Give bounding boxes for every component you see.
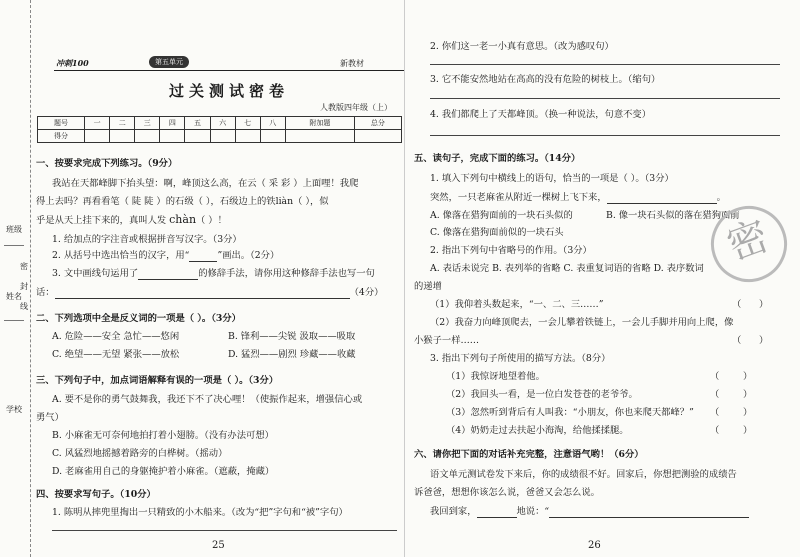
score-input-cell[interactable] <box>185 130 210 143</box>
section-3-title: 三、下列句子中，加点词语解释有误的一项是（ ）。（3分） <box>36 375 279 386</box>
section-6-title: 六、请你把下面的对话补充完整，注意语气哟！（6分） <box>414 449 644 460</box>
binding-label-name: 姓名 <box>6 292 22 301</box>
s4-q4-answer-line[interactable] <box>430 135 780 136</box>
s5-q2-item2: （2）我奋力向峰顶爬去，一会儿攀着铁链上，一会儿手脚并用向上爬，像 <box>430 317 734 328</box>
s6-prompt-line2: 诉爸爸，想想你该怎么说，爸爸又会怎么说。 <box>414 487 600 498</box>
s6-manner-blank[interactable] <box>477 517 517 518</box>
s3-option-a[interactable]: A. 要不是你的勇气鼓舞我，我还下不了决心哩！（使振作起来，增强信心或 <box>52 394 363 405</box>
s6-speech-blank[interactable] <box>549 517 749 518</box>
s1-q3-tail: 的修辞手法，请你用这种修辞手法也写一句 <box>198 268 375 279</box>
score-cell: 题号 <box>38 117 85 130</box>
s5-q1-option-b[interactable]: B. 像一块石头似的落在猎狗面前 <box>606 210 740 221</box>
score-cell: 七 <box>235 117 260 130</box>
s1-q3 <box>52 267 375 280</box>
s2-option-a[interactable]: A. 危险——安全 急忙——悠闲 <box>52 331 180 342</box>
s1-q3-end-label: 话： <box>36 287 55 298</box>
s6-dialogue-line <box>430 505 749 518</box>
s5-q3-item1: （1）我惊讶地望着他。 <box>446 371 545 382</box>
s6-prompt-line1: 语文单元测试卷发下来后，你的成绩很不好。回家后，你想把测验的成绩告 <box>430 469 737 480</box>
score-cell: 二 <box>110 117 135 130</box>
header-bar <box>54 58 404 70</box>
s1-q3-text: 3. 文中画线句运用了 <box>52 268 139 279</box>
score-table-score-row <box>38 130 402 143</box>
score-input-cell[interactable] <box>135 130 160 143</box>
s5-q1-sentence-end: 。 <box>716 192 726 203</box>
binding-margin <box>0 0 31 557</box>
s5-q1-blank[interactable] <box>607 203 717 204</box>
s4-q1-answer-line[interactable] <box>52 530 397 531</box>
binding-label-class: 班级 <box>6 225 22 234</box>
s3-option-d[interactable]: D. 老麻雀用自己的身躯掩护着小麻雀。（遮蔽，掩藏） <box>52 466 275 477</box>
score-cell: 三 <box>135 117 160 130</box>
binding-label-feng: 封 <box>20 282 28 291</box>
score-cell: 五 <box>185 117 210 130</box>
s5-q2: 2. 指出下列句中省略号的作用。（3分） <box>430 245 592 256</box>
binding-label-school: 学校 <box>6 405 22 414</box>
binding-tick <box>4 320 24 321</box>
s1-passage-line1: 我站在天都峰脚下抬头望：啊，峰顶这么高，在云（ 采 彩 ）上面哩！我爬 <box>52 178 359 189</box>
pinyin-chan: chàn <box>169 213 197 226</box>
s6-dialogue-start: 我回到家， <box>430 506 477 517</box>
rhetoric-blank[interactable] <box>138 279 198 280</box>
s5-q3-item2-answer[interactable]: （ ） <box>710 389 753 400</box>
s5-q2-item2-answer[interactable]: （ ） <box>732 335 769 346</box>
score-input-cell[interactable] <box>210 130 235 143</box>
s5-q1-option-c[interactable]: C. 像落在猎狗面前似的一块石头 <box>430 227 564 238</box>
brand-label: 冲刺100 <box>56 58 89 68</box>
score-cell: 六 <box>210 117 235 130</box>
section-1-title: 一、按要求完成下列练习。（9分） <box>36 158 178 169</box>
s1-q2 <box>52 249 279 262</box>
s5-q1-option-a[interactable]: A. 像落在猎狗面前的一块石头似的 <box>430 210 573 221</box>
score-input-cell[interactable] <box>285 130 354 143</box>
pinyin-lian: liàn <box>275 196 294 207</box>
page-number-right: 26 <box>588 540 601 551</box>
s4-q2-answer-line[interactable] <box>430 64 780 65</box>
s6-dialogue-mid: 地说：“ <box>516 506 550 517</box>
s5-q1-sentence <box>430 191 726 204</box>
s5-q2-options: A. 表话未说完 B. 表列举的省略 C. 表重复词语的省略 D. 表序数词 <box>430 263 704 274</box>
s4-q4: 4. 我们都爬上了天都峰顶。（换一种说法，句意不变） <box>430 109 652 120</box>
section-2-title: 二、下列选项中全是反义词的一项是（ ）。（3分） <box>36 313 241 324</box>
s2-option-d[interactable]: D. 猛烈——剧烈 珍藏——收藏 <box>228 349 356 360</box>
page-number-left: 25 <box>212 540 225 551</box>
page-divider <box>404 0 405 557</box>
page-title: 过关测试密卷 <box>168 82 289 100</box>
s5-q3-item3: （3）忽然听到背后有人叫我：“小朋友，你也来爬天都峰？” <box>446 407 694 418</box>
binding-label-xian: 线 <box>20 302 28 311</box>
s1-q3-score: （4分） <box>349 287 384 298</box>
section-5-title: 五、读句子，完成下面的练习。（14分） <box>414 153 581 164</box>
s1-q3-end <box>36 286 383 299</box>
unit-badge: 第五单元 <box>149 56 189 68</box>
score-input-cell[interactable] <box>260 130 285 143</box>
score-cell: 附加题 <box>285 117 354 130</box>
s3-option-b[interactable]: B. 小麻雀无可奈何地拍打着小翅膀。（没有办法可想） <box>52 430 274 441</box>
s5-q3-item2: （2）我回头一看，是一位白发苍苍的老爷爷。 <box>446 389 638 400</box>
s5-q3-item4-answer[interactable]: （ ） <box>710 425 753 436</box>
score-table-header-row <box>38 117 402 130</box>
s4-q2: 2. 你们这一老一小真有意思。（改为感叹句） <box>430 41 614 52</box>
score-input-cell[interactable] <box>160 130 185 143</box>
s5-q2-options-cont: 的递增 <box>414 281 442 292</box>
edition-label: 新教材 <box>340 59 364 68</box>
s4-q3-answer-line[interactable] <box>430 98 780 99</box>
s1-q3-answer-line[interactable] <box>55 298 350 299</box>
secret-stamp: 密 <box>700 195 797 292</box>
s1-passage-line3-tail: （ ）！ <box>196 215 227 226</box>
s1-q1: 1. 给加点的字注音或根据拼音写汉字。（3分） <box>52 234 242 245</box>
score-table <box>37 116 402 143</box>
s4-q1: 1. 陈明从摔兜里掏出一只精致的小木船来。（改为“把”字句和“被”字句） <box>52 507 348 518</box>
score-cell: 四 <box>160 117 185 130</box>
s2-option-b[interactable]: B. 锋利——尖锐 汲取——吸取 <box>228 331 356 342</box>
s5-q3: 3. 指出下列句子所使用的描写方法。（8分） <box>430 353 611 364</box>
s1-q2-tail: ”画出。（2分） <box>217 250 280 261</box>
grade-label: 人教版四年级（上） <box>320 103 392 112</box>
s1-passage-line2 <box>36 195 329 208</box>
s5-q3-item1-answer[interactable]: （ ） <box>710 371 753 382</box>
underline-sample <box>189 261 217 262</box>
s3-option-c[interactable]: C. 风猛烈地摇撼着路旁的白桦树。（摇动） <box>52 448 228 459</box>
score-row-label: 得分 <box>38 130 85 143</box>
s5-q1-sentence-text: 突然，一只老麻雀从附近一棵树上飞下来， <box>430 192 607 203</box>
binding-label-mi: 密 <box>20 262 28 271</box>
s5-q2-item1-answer[interactable]: （ ） <box>732 299 769 310</box>
s1-passage-line2-text: 得上去吗？再看看笔（ 陡 陡 ）的石级（ ），石级边上的铁 <box>36 196 276 207</box>
left-page <box>32 0 402 557</box>
section-4-title: 四、按要求写句子。（10分） <box>36 489 156 500</box>
s3-option-a-cont: 勇气） <box>36 412 64 423</box>
score-cell: 一 <box>85 117 110 130</box>
s1-q2-text: 2. 从括号中选出恰当的汉字，用“ <box>52 250 190 261</box>
s4-q3: 3. 它不能安然地站在高高的没有危险的树枝上。（缩句） <box>430 74 661 85</box>
score-input-cell[interactable] <box>354 130 401 143</box>
s5-q2-item2-cont: 小猴子一样…… <box>414 335 480 346</box>
header-rule <box>54 70 404 71</box>
score-input-cell[interactable] <box>85 130 110 143</box>
binding-tick <box>4 245 24 246</box>
s5-q3-item4: （4）奶奶走过去扶起小海淘，给他揉揉腿。 <box>446 425 629 436</box>
s1-passage-line3-text: 乎是从天上挂下来的，真叫人发 <box>36 215 167 226</box>
s5-q2-item1: （1）我仰着头数起来，“一、二、三……” <box>430 299 604 310</box>
s2-option-c[interactable]: C. 绝望——无望 紧张——放松 <box>52 349 180 360</box>
score-input-cell[interactable] <box>110 130 135 143</box>
score-cell: 八 <box>260 117 285 130</box>
s5-q3-item3-answer[interactable]: （ ） <box>710 407 753 418</box>
score-cell: 总分 <box>354 117 401 130</box>
s1-passage-line2-tail: （ ），似 <box>293 196 329 207</box>
s5-q1: 1. 填入下列句中横线上的语句，恰当的一项是（ ）。（3分） <box>430 173 674 184</box>
right-page <box>410 0 795 557</box>
score-input-cell[interactable] <box>235 130 260 143</box>
s1-passage-line3 <box>36 213 227 227</box>
